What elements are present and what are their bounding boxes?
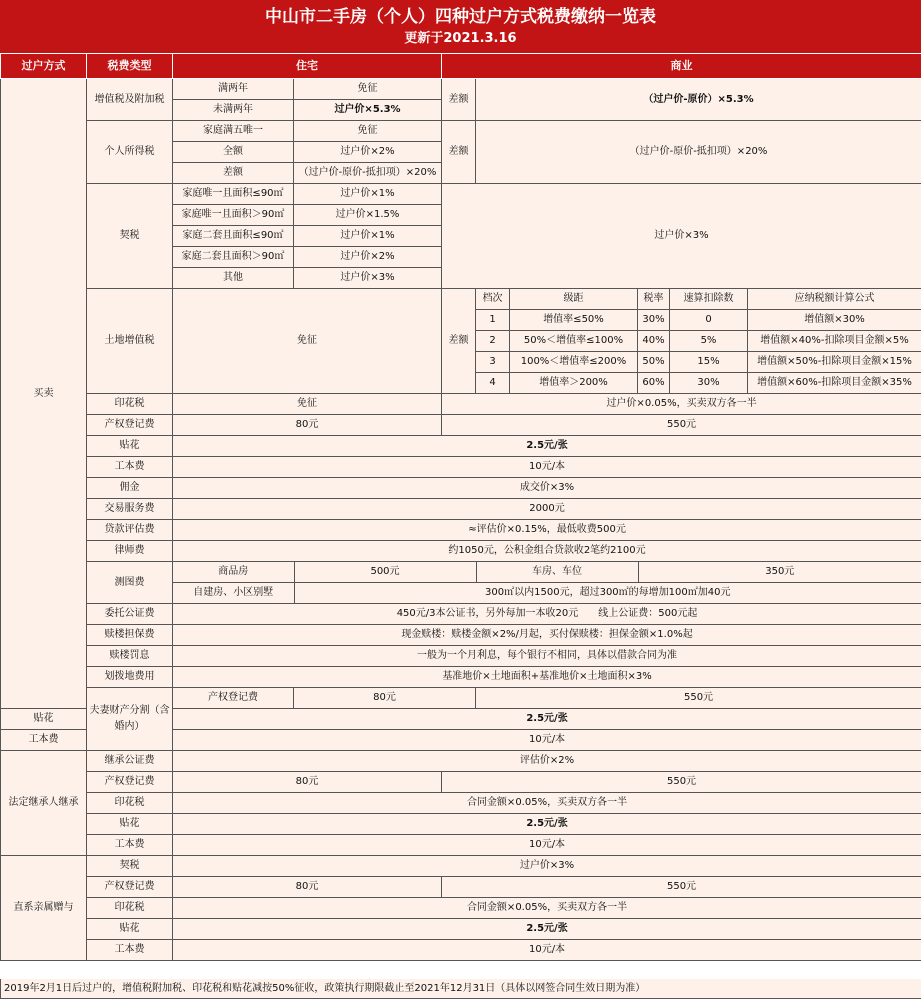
labor-val: 10元/本 xyxy=(173,457,921,478)
lat-h-level: 档次 xyxy=(476,289,510,310)
survey-r1b: 500元 xyxy=(294,562,476,583)
pit-row-1 xyxy=(1,121,921,142)
labor-row xyxy=(1,457,921,478)
stamp-row xyxy=(1,436,921,457)
lat-deduct: 30% xyxy=(670,373,748,394)
stamp-val: 2.5元/张 xyxy=(173,436,921,457)
g2-reg-row xyxy=(1,688,921,709)
page-subtitle: 更新于2021.3.16 xyxy=(404,31,517,46)
g3-notary-val: 评估价×2% xyxy=(173,751,921,772)
deed-r1-val: 过户价×1% xyxy=(294,184,442,205)
g4-reg-row xyxy=(1,877,921,898)
g3-notary-row xyxy=(1,751,921,772)
notary-label: 委托公证费 xyxy=(87,604,173,625)
pit-r3-name: 差额 xyxy=(173,163,294,184)
alloc-label: 划拨地费用 xyxy=(87,667,173,688)
g4-stamptax-val: 合同金额×0.05%，买卖双方各一半 xyxy=(173,898,921,919)
g3-stamptax-val: 合同金额×0.05%，买卖双方各一半 xyxy=(173,793,921,814)
footer-note: 2019年2月1日后过户的，增值税附加税、印花税和贴花减按50%征收，政策执行期限截止至2021年12月31日（具体以网签合同生效日期为准） xyxy=(0,979,921,999)
g3-stamp-row xyxy=(1,814,921,835)
header-residential: 住宅 xyxy=(173,54,442,79)
lat-residential: 免征 xyxy=(173,289,442,394)
title-banner xyxy=(0,0,921,53)
deed-r5-name: 其他 xyxy=(173,268,294,289)
page-title: 中山市二手房（个人）四种过户方式税费缴纳一览表 xyxy=(265,7,656,27)
lat-level: 4 xyxy=(476,373,510,394)
lat-formula: 增值额×40%-扣除项目金额×5% xyxy=(748,331,921,352)
penalty-label: 赎楼罚息 xyxy=(87,646,173,667)
g3-reg-comm: 550元 xyxy=(442,772,921,793)
survey-r1d: 350元 xyxy=(638,562,921,583)
g3-reg-label: 产权登记费 xyxy=(87,772,173,793)
reg-label: 产权登记费 xyxy=(87,415,173,436)
vat-r2-val: 过户价×5.3% xyxy=(294,100,442,121)
lat-deduct: 5% xyxy=(670,331,748,352)
lat-label: 土地增值税 xyxy=(87,289,173,394)
g2-labor-label: 工本费 xyxy=(1,730,87,751)
group-gift: 直系亲属赠与 xyxy=(1,856,87,961)
g3-reg-row xyxy=(1,772,921,793)
pit-r2-name: 全额 xyxy=(173,142,294,163)
vat-diff: 差额 xyxy=(442,79,476,121)
lat-level: 1 xyxy=(476,310,510,331)
notary-val: 450元/3本公证书，另外每加一本收20元 线上公证费：500元起 xyxy=(173,604,921,625)
loan-eval-row xyxy=(1,520,921,541)
service-val: 2000元 xyxy=(173,499,921,520)
lat-diff: 差额 xyxy=(442,289,476,394)
survey-label: 测图费 xyxy=(87,562,173,604)
lat-level: 2 xyxy=(476,331,510,352)
lat-rate: 60% xyxy=(638,373,670,394)
lat-rate: 40% xyxy=(638,331,670,352)
survey-r2a: 自建房、小区别墅 xyxy=(173,583,294,604)
deed-commercial: 过户价×3% xyxy=(442,184,921,289)
survey-cell xyxy=(173,562,921,604)
penalty-row xyxy=(1,646,921,667)
redeem-val: 现金赎楼：赎楼金额×2%/月起，买付保赎楼：担保金额×1.0%起 xyxy=(173,625,921,646)
lat-level: 3 xyxy=(476,352,510,373)
g4-stamptax-label: 印花税 xyxy=(87,898,173,919)
lat-formula: 增值额×30% xyxy=(748,310,921,331)
lat-rate: 30% xyxy=(638,310,670,331)
lat-h-deduct: 速算扣除数 xyxy=(670,289,748,310)
lat-range: 50%＜增值率≤100% xyxy=(510,331,638,352)
g4-deed-row xyxy=(1,856,921,877)
g3-notary-label: 继承公证费 xyxy=(87,751,173,772)
vat-commercial: （过户价-原价）×5.3% xyxy=(476,79,921,121)
group-divorce: 夫妻财产分割（含婚内） xyxy=(87,688,173,751)
stamp-tax-row xyxy=(1,394,921,415)
g2-stamp-label: 贴花 xyxy=(1,709,87,730)
reg-res: 80元 xyxy=(173,415,442,436)
g4-reg-label: 产权登记费 xyxy=(87,877,173,898)
group-inherit: 法定继承人继承 xyxy=(1,751,87,856)
vat-r1-val: 免征 xyxy=(294,79,442,100)
redeem-label: 赎楼担保费 xyxy=(87,625,173,646)
service-row xyxy=(1,499,921,520)
redeem-row xyxy=(1,625,921,646)
vat-r1-name: 满两年 xyxy=(173,79,294,100)
g4-stamp-row xyxy=(1,919,921,940)
service-label: 交易服务费 xyxy=(87,499,173,520)
alloc-row xyxy=(1,667,921,688)
g4-labor-row xyxy=(1,940,921,961)
pit-commercial: （过户价-原价-抵扣项）×20% xyxy=(476,121,921,184)
g2-reg-res: 80元 xyxy=(294,688,476,709)
survey-row xyxy=(1,562,921,604)
lat-range: 100%＜增值率≤200% xyxy=(510,352,638,373)
group-sale: 买卖 xyxy=(1,79,87,709)
vat-label: 增值税及附加税 xyxy=(87,79,173,121)
pit-label: 个人所得税 xyxy=(87,121,173,184)
deed-r3-name: 家庭二套且面积≤90㎡ xyxy=(173,226,294,247)
pit-r1-name: 家庭满五唯一 xyxy=(173,121,294,142)
survey-subtable xyxy=(173,562,921,603)
header-method: 过户方式 xyxy=(1,54,87,79)
vat-r2-name: 未满两年 xyxy=(173,100,294,121)
g3-stamp-val: 2.5元/张 xyxy=(173,814,921,835)
g4-stamptax-row xyxy=(1,898,921,919)
lat-deduct: 0 xyxy=(670,310,748,331)
loan-eval-val: ≈评估价×0.15%，最低收费500元 xyxy=(173,520,921,541)
lat-header-row xyxy=(1,289,921,310)
stamp-tax-label: 印花税 xyxy=(87,394,173,415)
commission-val: 成交价×3% xyxy=(173,478,921,499)
lat-formula: 增值额×60%-扣除项目金额×35% xyxy=(748,373,921,394)
g3-stamptax-row xyxy=(1,793,921,814)
g2-stamp-val: 2.5元/张 xyxy=(173,709,921,730)
vat-row-1 xyxy=(1,79,921,100)
lat-h-rate: 税率 xyxy=(638,289,670,310)
g3-labor-val: 10元/本 xyxy=(173,835,921,856)
header-row xyxy=(1,54,921,79)
lat-range: 增值率≤50% xyxy=(510,310,638,331)
lat-h-formula: 应纳税额计算公式 xyxy=(748,289,921,310)
commission-row xyxy=(1,478,921,499)
g2-reg-comm: 550元 xyxy=(476,688,921,709)
g4-labor-label: 工本费 xyxy=(87,940,173,961)
commission-label: 佣金 xyxy=(87,478,173,499)
tax-table xyxy=(0,53,921,961)
g4-labor-val: 10元/本 xyxy=(173,940,921,961)
lat-h-range: 级距 xyxy=(510,289,638,310)
deed-r4-val: 过户价×2% xyxy=(294,247,442,268)
g3-labor-row xyxy=(1,835,921,856)
deed-r3-val: 过户价×1% xyxy=(294,226,442,247)
lat-formula: 增值额×50%-扣除项目金额×15% xyxy=(748,352,921,373)
lawyer-label: 律师费 xyxy=(87,541,173,562)
g4-reg-comm: 550元 xyxy=(442,877,921,898)
g4-deed-label: 契税 xyxy=(87,856,173,877)
survey-r2b: 300㎡以内1500元，超过300㎡的每增加100㎡加40元 xyxy=(294,583,921,604)
deed-r4-name: 家庭二套且面积＞90㎡ xyxy=(173,247,294,268)
g3-reg-res: 80元 xyxy=(173,772,442,793)
stamp-tax-comm: 过户价×0.05%，买卖双方各一半 xyxy=(442,394,921,415)
header-commercial: 商业 xyxy=(442,54,921,79)
g4-stamp-label: 贴花 xyxy=(87,919,173,940)
lat-range: 增值率＞200% xyxy=(510,373,638,394)
g3-stamp-label: 贴花 xyxy=(87,814,173,835)
pit-r1-val: 免征 xyxy=(294,121,442,142)
penalty-val: 一般为一个月利息，每个银行不相同，具体以借款合同为准 xyxy=(173,646,921,667)
lat-deduct: 15% xyxy=(670,352,748,373)
deed-label: 契税 xyxy=(87,184,173,289)
lawyer-row xyxy=(1,541,921,562)
g4-deed-val: 过户价×3% xyxy=(173,856,921,877)
header-tax-type: 税费类型 xyxy=(87,54,173,79)
deed-r2-name: 家庭唯一且面积＞90㎡ xyxy=(173,205,294,226)
reg-row xyxy=(1,415,921,436)
survey-r1c: 车房、车位 xyxy=(476,562,638,583)
deed-r5-val: 过户价×3% xyxy=(294,268,442,289)
g4-reg-res: 80元 xyxy=(173,877,442,898)
g4-stamp-val: 2.5元/张 xyxy=(173,919,921,940)
loan-eval-label: 贷款评估费 xyxy=(87,520,173,541)
g2-reg-label: 产权登记费 xyxy=(173,688,294,709)
deed-row-1 xyxy=(1,184,921,205)
reg-comm: 550元 xyxy=(442,415,921,436)
g3-stamptax-label: 印花税 xyxy=(87,793,173,814)
survey-r1a: 商品房 xyxy=(173,562,294,583)
pit-r2-val: 过户价×2% xyxy=(294,142,442,163)
lat-rate: 50% xyxy=(638,352,670,373)
stamp-label: 贴花 xyxy=(87,436,173,457)
pit-diff: 差额 xyxy=(442,121,476,184)
alloc-val: 基准地价×土地面积+基准地价×土地面积×3% xyxy=(173,667,921,688)
deed-r2-val: 过户价×1.5% xyxy=(294,205,442,226)
g3-labor-label: 工本费 xyxy=(87,835,173,856)
stamp-tax-res: 免征 xyxy=(173,394,442,415)
pit-r3-val: （过户价-原价-抵扣项）×20% xyxy=(294,163,442,184)
notary-row xyxy=(1,604,921,625)
labor-label: 工本费 xyxy=(87,457,173,478)
deed-r1-name: 家庭唯一且面积≤90㎡ xyxy=(173,184,294,205)
lawyer-val: 约1050元，公积金组合贷款收2笔约2100元 xyxy=(173,541,921,562)
g2-labor-val: 10元/本 xyxy=(173,730,921,751)
